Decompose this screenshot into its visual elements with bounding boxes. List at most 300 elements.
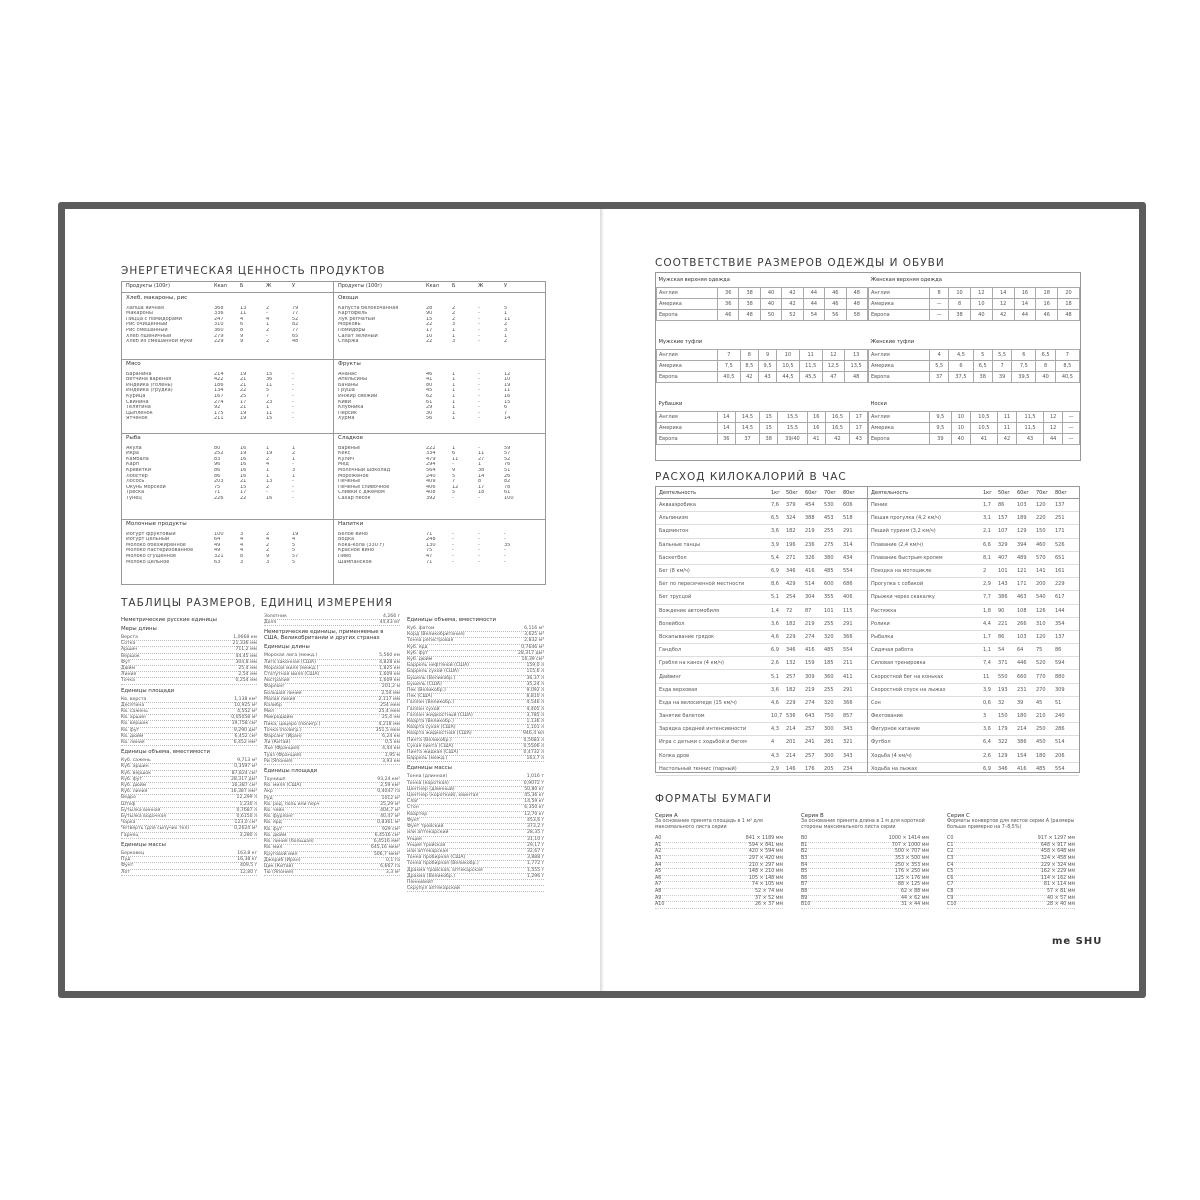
- size-cell: 8,5: [740, 360, 758, 371]
- kcal-header-row: [656, 487, 867, 499]
- energy-cell: Водка: [338, 537, 355, 543]
- kcal-cell: 6,5: [771, 515, 779, 522]
- size-cell: 15: [760, 411, 778, 422]
- energy-cell: 71: [426, 559, 433, 565]
- kcal-cell: 241: [805, 739, 815, 746]
- units-value: 0,5506 л: [523, 743, 544, 749]
- units-value: 0,4047 га: [377, 789, 400, 795]
- energy-cell: Бананы: [338, 382, 359, 388]
- kcal-cell: 429: [786, 581, 796, 588]
- kcal-row: [868, 697, 1079, 710]
- size-row: [869, 411, 1080, 422]
- units-value: 929 см²: [381, 826, 400, 832]
- kcal-cell: 309: [805, 673, 815, 680]
- units-name: Пика, цицеро (полигр.): [264, 721, 321, 727]
- kcal-row: [656, 591, 867, 604]
- size-cell: Америка: [869, 422, 930, 433]
- energy-cell: -: [478, 371, 480, 377]
- energy-cell: 19: [240, 410, 247, 416]
- energy-cell: -: [478, 322, 480, 328]
- units-row: [121, 678, 257, 684]
- kcal-row: [656, 763, 867, 776]
- energy-cell: 336: [214, 311, 224, 317]
- energy-cell: 5: [292, 559, 296, 565]
- size-row: [657, 287, 868, 298]
- units-name: Галлон (Великобр.): [407, 700, 455, 706]
- size-cell: 10,5: [970, 411, 997, 422]
- paper-size-name: A2: [655, 849, 662, 855]
- kcal-cell: 250: [1036, 726, 1046, 733]
- units-value: 3,3 м²: [385, 870, 400, 876]
- paper-size-name: A3: [655, 855, 662, 861]
- energy-group: [334, 433, 545, 502]
- size-cell: 38: [739, 287, 760, 298]
- energy-header-cell: Б: [452, 283, 456, 290]
- units-name: Акр: [264, 789, 273, 795]
- energy-cell: 47: [426, 553, 433, 559]
- paper-row: [655, 889, 783, 896]
- energy-cell: -: [292, 484, 294, 490]
- kcal-row: [656, 736, 867, 749]
- units-name: Круговой мил: [264, 851, 298, 857]
- kcal-cell: 454: [805, 502, 815, 509]
- size-cell: 44: [1014, 309, 1036, 320]
- size-cell: 11: [799, 349, 822, 360]
- paper-row: [947, 856, 1075, 863]
- size-table-title: Мужские туфли: [658, 338, 703, 345]
- kcal-cell: 343: [843, 752, 853, 759]
- kcal-cell: 407: [998, 554, 1008, 561]
- energy-cell: 16: [266, 495, 273, 501]
- paper-size-value: 162 × 229 мм: [1040, 869, 1075, 875]
- energy-cell: Белое вино: [338, 531, 368, 537]
- paper-size-value: 114 × 162 мм: [1040, 875, 1075, 881]
- units-value: 453,6 г: [526, 817, 544, 823]
- size-cell: 4: [930, 349, 949, 360]
- kcal-cell: Сон: [871, 699, 881, 706]
- paper-size-name: B9: [801, 895, 808, 901]
- units-value: 35,24 л: [526, 681, 544, 687]
- units-value: 16,387 см³: [231, 783, 257, 789]
- units-value: 3,93 км: [382, 758, 400, 764]
- kcal-cell: 5,4: [771, 554, 779, 561]
- size-cell: 8: [930, 287, 949, 298]
- size-table: [656, 335, 868, 383]
- paper-size-name: C6: [947, 875, 954, 881]
- kcal-cell: 3,6: [771, 686, 779, 693]
- paper-size-value: 420 × 594 мм: [748, 849, 783, 855]
- units-name: Кварта (Великобр.): [407, 719, 454, 725]
- energy-cell: -: [478, 495, 480, 501]
- units-value: 44,43 мг: [379, 620, 400, 626]
- kcal-cell: 360: [824, 673, 834, 680]
- size-cell: 6: [949, 360, 973, 371]
- paper-size-name: C4: [947, 862, 954, 868]
- energy-cell: -: [292, 382, 294, 388]
- kcal-cell: 536: [786, 713, 796, 720]
- energy-cell: Мороженое: [338, 473, 369, 479]
- kcal-cell: 371: [998, 660, 1008, 667]
- energy-cell: 4: [266, 462, 270, 468]
- units-column-2: [264, 614, 400, 876]
- kcal-cell: 171: [1017, 581, 1027, 588]
- size-cell: Англия: [869, 411, 930, 422]
- energy-cell: 10: [504, 377, 511, 383]
- paper-size-value: 125 × 176 мм: [894, 875, 929, 881]
- kcal-cell: 3,6: [771, 620, 779, 627]
- kcal-cell: 251: [1055, 515, 1065, 522]
- clothes-table: [655, 272, 1081, 461]
- units-name: Фарлонг: [264, 684, 285, 690]
- size-cell: 48: [846, 298, 867, 309]
- paper-size-value: 26 × 37 мм: [754, 902, 783, 908]
- units-heading: Единицы длины: [264, 644, 310, 651]
- energy-cell: Киви: [338, 399, 351, 405]
- size-cell: 48: [739, 309, 760, 320]
- units-name: Квартер: [407, 811, 428, 817]
- size-cell: Европа: [657, 309, 718, 320]
- energy-cell: 19: [240, 371, 247, 377]
- energy-cell: 2: [292, 451, 296, 457]
- paper-size-name: B4: [801, 862, 808, 868]
- units-name: Вершок: [121, 653, 140, 659]
- paper-size-value: 458 × 648 мм: [1040, 849, 1075, 855]
- kcal-row: [656, 723, 867, 736]
- kcal-cell: 257: [786, 673, 796, 680]
- units-value: 44,45 мм: [235, 653, 257, 659]
- kcal-cell: Бег трусцой: [659, 594, 692, 601]
- units-value: 645,16 мкм²: [370, 845, 400, 851]
- kcal-cell: 64: [1017, 647, 1024, 654]
- energy-cell: 79: [292, 305, 299, 311]
- kcal-cell: 87: [805, 607, 812, 614]
- size-cell: 44,5: [777, 371, 800, 382]
- size-cell: 37,5: [949, 371, 973, 382]
- kcal-cell: Бег по пересеченной местности: [659, 581, 745, 588]
- energy-cell: Окунь морской: [126, 484, 166, 490]
- energy-group: [334, 359, 545, 422]
- energy-cell: Икра: [126, 451, 139, 457]
- kcal-cell: 257: [805, 726, 815, 733]
- energy-cell: 76: [504, 462, 511, 468]
- units-value: 0,5 км: [384, 740, 400, 746]
- energy-cell: 294: [426, 462, 436, 468]
- energy-cell: 1: [452, 405, 456, 411]
- energy-cell: Акула: [126, 445, 142, 451]
- energy-cell: 247: [214, 316, 224, 322]
- size-cell: 14,5: [735, 422, 760, 433]
- paper-size-name: B5: [801, 869, 808, 875]
- kcal-cell: 101: [998, 568, 1008, 575]
- kcal-cell: 4,3: [771, 752, 779, 759]
- kcal-cell: 520: [1036, 660, 1046, 667]
- size-cell: 9,5: [930, 422, 952, 433]
- energy-header-cell: У: [504, 283, 508, 290]
- units-name: Кв. фут: [264, 826, 283, 832]
- energy-cell: 7: [504, 410, 508, 416]
- paper-size-value: 229 × 324 мм: [1040, 862, 1075, 868]
- energy-cell: 100: [214, 531, 224, 537]
- units-value: 2,832 м³: [524, 638, 544, 644]
- size-cell: 12: [992, 298, 1014, 309]
- kcal-cell: 101: [824, 607, 834, 614]
- size-table: [868, 273, 1080, 321]
- energy-cell: 406: [426, 484, 436, 490]
- energy-cell: 2: [266, 484, 270, 490]
- kcal-cell: 281: [824, 739, 834, 746]
- energy-cell: 22: [426, 322, 433, 328]
- size-cell: Европа: [869, 371, 930, 382]
- energy-cell: 14: [478, 473, 485, 479]
- energy-cell: 211: [214, 416, 224, 422]
- units-value: 711,2 мм: [235, 647, 257, 653]
- units-name: Куб. фатом: [407, 626, 435, 631]
- energy-row: [122, 416, 333, 422]
- size-cell: 40: [951, 433, 970, 444]
- units-name: Кв. линия (большая): [264, 839, 314, 845]
- kcal-cell: 310: [1036, 620, 1046, 627]
- kcal-header-cell: 60кг: [805, 489, 818, 496]
- energy-cell: 1: [452, 382, 456, 388]
- size-cell: 13: [845, 349, 868, 360]
- energy-cell: 9: [240, 333, 244, 339]
- energy-row: [334, 339, 545, 345]
- paper-series-desc: За основание принята длина в 1 м для короткой стороны максимального листа серии: [801, 819, 925, 830]
- kcal-cell: 355: [824, 594, 834, 601]
- paper-size-name: A5: [655, 869, 662, 875]
- right-page: [604, 209, 1139, 991]
- kcal-cell: 90: [998, 607, 1005, 614]
- kcal-cell: 103: [1017, 502, 1027, 509]
- units-heading: Единицы площади: [264, 768, 318, 775]
- paper-size-value: 105 × 148 мм: [748, 875, 783, 881]
- units-name: Драхма (Великобр.): [407, 873, 456, 879]
- units-name: Бушель (Великобр.): [407, 675, 456, 681]
- size-cell: 7: [992, 360, 1011, 371]
- kcal-cell: Ходьба на лыжах: [871, 765, 918, 772]
- energy-cell: 21: [240, 377, 247, 383]
- kcal-cell: 240: [1055, 713, 1065, 720]
- energy-cell: Цыплёнок: [126, 410, 153, 416]
- size-table-title: Женская верхняя одежда: [870, 276, 942, 283]
- kcal-cell: Пение: [871, 502, 888, 509]
- kcal-cell: 154: [1017, 752, 1027, 759]
- energy-cell: 92: [214, 405, 221, 411]
- size-cell: Америка: [657, 298, 718, 309]
- energy-cell: -: [478, 333, 480, 339]
- energy-cell: 52: [292, 316, 299, 322]
- size-cell: —: [1063, 422, 1080, 433]
- kcal-row: [868, 605, 1079, 618]
- energy-cell: 45: [426, 388, 433, 394]
- units-value: 2,54 мм: [238, 672, 257, 678]
- units-name: Галлон жидкостный (США): [407, 712, 473, 718]
- energy-cell: 21: [240, 382, 247, 388]
- kcal-cell: 143: [998, 581, 1008, 588]
- kcal-cell: 274: [805, 633, 815, 640]
- units-value: 6,24 км: [382, 734, 400, 740]
- kcal-cell: 388: [805, 515, 815, 522]
- energy-cell: Кекс: [338, 451, 351, 457]
- energy-cell: 222: [426, 445, 436, 451]
- units-name: Кв. верста: [121, 696, 147, 702]
- energy-cell: -: [478, 410, 480, 416]
- energy-cell: 6: [452, 451, 456, 457]
- units-name: Тю (Япония): [264, 870, 294, 876]
- energy-cell: Макароны: [126, 311, 153, 317]
- units-value: 115,6 л: [526, 669, 544, 675]
- units-value: 373,2 г: [526, 824, 544, 830]
- kcal-cell: 185: [824, 660, 834, 667]
- paper-size-value: 40 × 57 мм: [1046, 895, 1075, 901]
- kcal-row: [656, 670, 867, 683]
- kcal-row: [868, 512, 1079, 525]
- units-value: 163,7 л: [526, 756, 544, 762]
- kcal-cell: Плавание (2,4 км/ч): [871, 541, 924, 548]
- kcal-row: [868, 723, 1079, 736]
- kcal-cell: 857: [843, 713, 853, 720]
- units-row: [407, 756, 544, 762]
- energy-cell: -: [478, 542, 480, 548]
- energy-group: [122, 519, 333, 565]
- units-value: 506,7 мкм²: [373, 851, 400, 857]
- energy-cell: 80: [214, 445, 221, 451]
- energy-cell: 17: [426, 327, 433, 333]
- size-cell: Европа: [657, 433, 718, 444]
- energy-cell: 3: [452, 322, 456, 328]
- size-cell: 7,5: [718, 360, 741, 371]
- kcal-cell: 176: [805, 765, 815, 772]
- kcal-header-cell: 1кг: [771, 489, 780, 496]
- kcal-cell: 205: [824, 765, 834, 772]
- units-name: Кв. вершок: [121, 721, 149, 727]
- size-cell: 46: [718, 309, 739, 320]
- energy-cell: Печенье: [338, 479, 361, 485]
- energy-cell: 4: [292, 537, 296, 543]
- kcal-cell: 354: [1055, 620, 1065, 627]
- paper-row: [655, 849, 783, 856]
- energy-header-cell: Ккал: [214, 283, 227, 290]
- units-name: Тонна регистровая: [407, 638, 454, 644]
- energy-cell: Индейка (грудка): [126, 388, 173, 394]
- energy-cell: -: [292, 490, 294, 496]
- kcal-row: [656, 631, 867, 644]
- units-name: Куб. фут: [407, 650, 429, 656]
- energy-group-title: Хлеб, макароны, рис: [126, 295, 188, 301]
- units-value: 4,546 л: [526, 700, 544, 706]
- kcal-cell: 4,4: [983, 620, 991, 627]
- kcal-cell: 750: [824, 713, 834, 720]
- units-name: Берковец: [121, 850, 145, 856]
- energy-cell: Персик: [338, 410, 358, 416]
- units-name: Лот: [121, 869, 130, 875]
- energy-cell: 15: [504, 399, 511, 405]
- energy-group-line: [122, 433, 333, 434]
- energy-cell: 90: [426, 311, 433, 317]
- units-name: Пеннивейт: [407, 879, 434, 885]
- size-cell: 12: [1044, 411, 1063, 422]
- kcal-cell: Пеший туризм (3,2 км/ч): [871, 528, 936, 535]
- units-name: Тонна (короткая): [407, 780, 449, 786]
- energy-cell: -: [478, 548, 480, 554]
- energy-cell: -: [452, 531, 454, 537]
- size-cell: 11,5: [1017, 422, 1044, 433]
- size-cell: 8: [949, 298, 971, 309]
- energy-cell: 18: [478, 490, 485, 496]
- energy-cell: Йогурт цельный: [126, 537, 170, 543]
- units-name: Кв. фут: [121, 727, 140, 733]
- size-cell: 14,5: [735, 411, 760, 422]
- units-value: 1,230 л: [239, 801, 257, 807]
- units-value: 1,136 л: [526, 719, 544, 725]
- kcal-row: [656, 565, 867, 578]
- kcal-cell: 254: [786, 594, 796, 601]
- size-row: [869, 433, 1080, 444]
- kcal-cell: 141: [1036, 568, 1046, 575]
- kcal-cell: 200: [1036, 581, 1046, 588]
- kcal-cell: Рыбалка: [871, 633, 894, 640]
- kcal-cell: 4: [771, 739, 775, 746]
- energy-cell: -: [478, 327, 480, 333]
- kcal-cell: 214: [1017, 726, 1027, 733]
- units-name: Таунишп: [264, 777, 286, 783]
- units-value: 87,824 см³: [231, 770, 257, 776]
- energy-cell: 30: [426, 410, 433, 416]
- kcal-header-cell: 60кг: [1017, 489, 1030, 496]
- size-cell: 18: [1036, 287, 1058, 298]
- units-row: [407, 886, 544, 892]
- energy-header-cell: Ккал: [426, 283, 439, 290]
- units-value: 32,67 г: [526, 848, 544, 854]
- energy-cell: 52: [504, 456, 511, 462]
- size-cell: 38: [760, 433, 778, 444]
- energy-cell: Хлеб пшеничный: [126, 333, 172, 339]
- size-cell: 44: [803, 287, 824, 298]
- energy-cell: -: [452, 553, 454, 559]
- kcal-row: [868, 684, 1079, 697]
- energy-cell: 17: [240, 490, 247, 496]
- energy-cell: 408: [426, 490, 436, 496]
- paper-row: [947, 869, 1075, 876]
- size-cell: 9,5: [930, 411, 952, 422]
- paper-size-value: 37 × 52 мм: [754, 895, 783, 901]
- kcal-cell: 406: [843, 594, 853, 601]
- units-name: Фунт: [407, 817, 420, 823]
- units-value: 1,609 км: [379, 672, 400, 678]
- size-cell: 7,5: [1012, 360, 1036, 371]
- kcal-cell: 129: [1017, 528, 1027, 535]
- energy-cell: 11: [266, 382, 273, 388]
- units-name: Верста: [121, 635, 138, 640]
- energy-cell: Камбала: [126, 456, 149, 462]
- energy-cell: 167: [214, 393, 224, 399]
- size-cell: —: [930, 309, 949, 320]
- units-row: [264, 759, 400, 765]
- energy-cell: Молоко пастеризованное: [126, 548, 194, 554]
- units-value: 4,828 км: [379, 659, 400, 665]
- energy-cell: Груша: [338, 388, 355, 394]
- kcal-cell: 300: [824, 752, 834, 759]
- paper-row: [947, 882, 1075, 889]
- kcal-cell: 8,6: [771, 581, 779, 588]
- kcal-cell: Плавание быстрым кролем: [871, 554, 943, 561]
- kcal-cell: Силовая тренировка: [871, 660, 926, 667]
- energy-row: [334, 496, 545, 502]
- paper-size-value: 1000 × 1414 мм: [888, 836, 929, 842]
- paper-size-name: B6: [801, 875, 808, 881]
- energy-cell: 11: [504, 388, 511, 394]
- size-cell: 10: [970, 298, 992, 309]
